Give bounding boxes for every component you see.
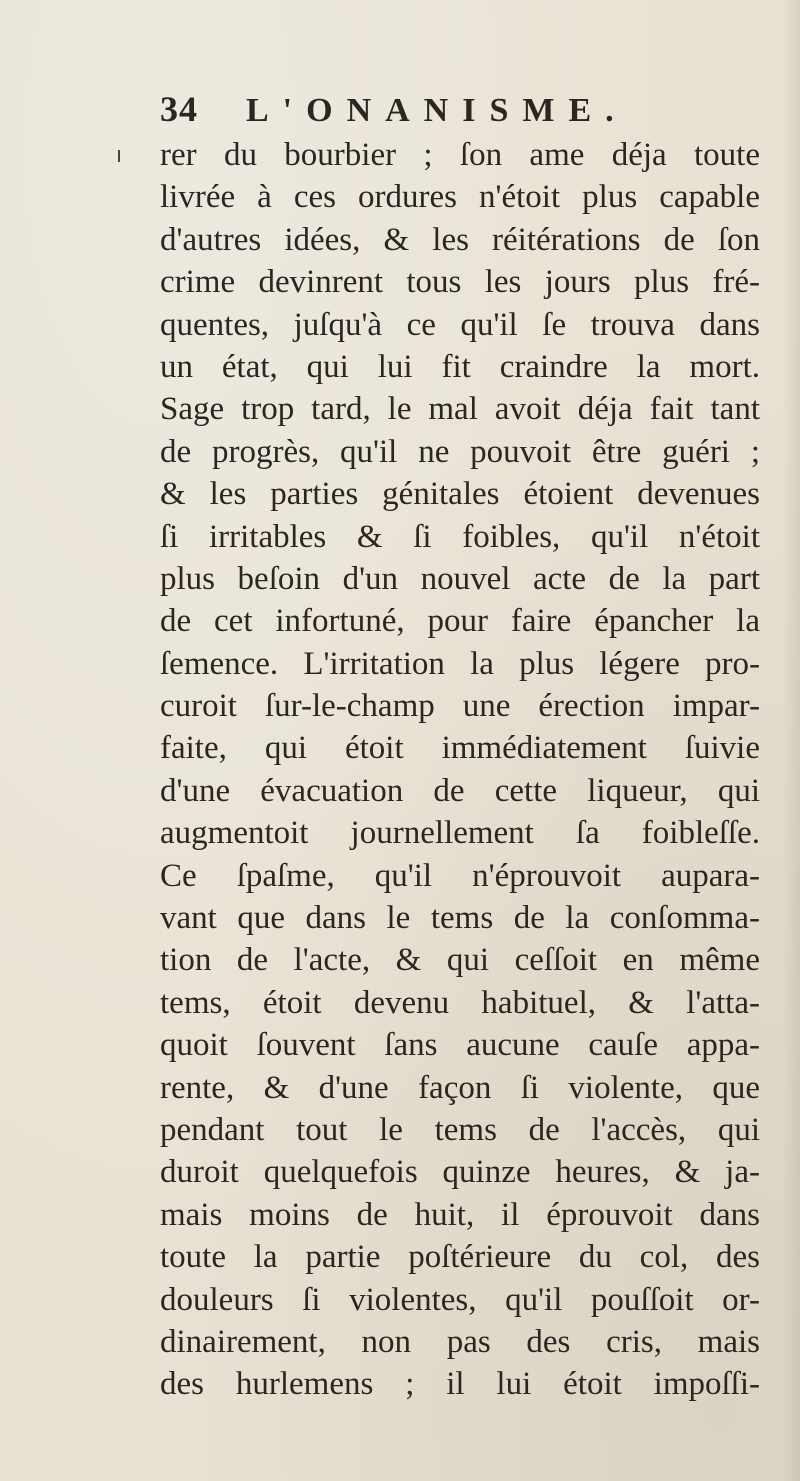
text-line: mais moins de huit, il éprouvoit dans (160, 1196, 760, 1233)
text-line: des hurlemens ; il lui étoit impoſſi- (160, 1366, 760, 1403)
text-line: pendant tout le tems de l'accès, qui (160, 1111, 760, 1148)
text-line: ſi irritables & ſi foibles, qu'il n'étoit (160, 518, 760, 555)
text-line: faite, qui étoit immédiatement ſuivie (160, 730, 760, 767)
text-line: curoit ſur-le-champ une érection impar- (160, 688, 760, 725)
text-line: douleurs ſi violentes, qu'il pouſſoit or- (160, 1281, 760, 1318)
text-line: dinairement, non pas des cris, mais (160, 1323, 760, 1360)
page-edge-shadow (782, 0, 800, 1481)
text-line: quentes, juſqu'à ce qu'il ſe trouva dans (160, 306, 760, 343)
body-text (160, 134, 760, 1406)
text-line: de cet infortuné, pour faire épancher la (160, 603, 760, 640)
text-line: rer du bourbier ; ſon ame déja toute (160, 137, 760, 173)
text-line: rente, & d'une façon ſi violente, que (160, 1069, 760, 1106)
margin-mark (118, 150, 120, 162)
text-line: Ce ſpaſme, qu'il n'éprouvoit aupara- (160, 857, 760, 894)
text-line: & les parties génitales étoient devenues (160, 476, 760, 513)
text-line: toute la partie poſtérieure du col, des (160, 1239, 760, 1276)
text-line: un état, qui lui fit craindre la mort. (160, 348, 760, 385)
text-line: ſemence. L'irritation la plus légere pro- (160, 645, 760, 682)
running-title: L'ONANISME. (246, 92, 628, 129)
running-header (160, 88, 628, 128)
page-number: 34 (160, 89, 198, 129)
text-line: livrée à ces ordures n'étoit plus capable (160, 179, 760, 216)
text-line: de progrès, qu'il ne pouvoit être guéri ; (160, 433, 760, 470)
text-line: d'une évacuation de cette liqueur, qui (160, 772, 760, 809)
text-line: quoit ſouvent ſans aucune cauſe appa- (160, 1027, 760, 1064)
text-line: augmentoit journellement ſa foibleſſe. (160, 815, 760, 852)
text-line: crime devinrent tous les jours plus fré- (160, 264, 760, 301)
text-line: vant que dans le tems de la conſomma- (160, 900, 760, 937)
text-line: d'autres idées, & les réitérations de ſon (160, 221, 760, 258)
text-line: duroit quelquefois quinze heures, & ja- (160, 1154, 760, 1191)
text-line: tion de l'acte, & qui ceſſoit en même (160, 942, 760, 979)
text-line: tems, étoit devenu habituel, & l'atta- (160, 984, 760, 1021)
text-line: Sage trop tard, le mal avoit déja fait tant (160, 391, 760, 428)
text-line: plus beſoin d'un nouvel acte de la part (160, 560, 760, 597)
